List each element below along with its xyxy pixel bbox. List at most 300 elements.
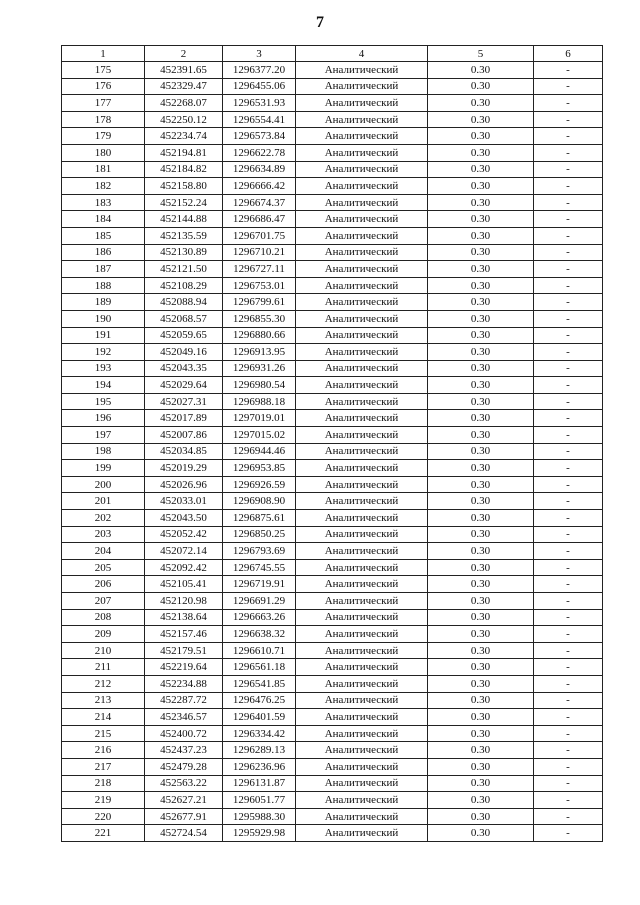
accuracy-cell: 0.30 (428, 344, 534, 361)
x-coordinate-cell: 452049.16 (145, 344, 223, 361)
accuracy-cell: 0.30 (428, 758, 534, 775)
accuracy-cell: 0.30 (428, 178, 534, 195)
table-row (62, 543, 603, 560)
method-cell: Аналитический (296, 808, 428, 825)
note-cell: - (534, 543, 603, 560)
x-coordinate-cell: 452007.86 (145, 427, 223, 444)
note-cell: - (534, 78, 603, 95)
point-number-cell: 204 (62, 543, 145, 560)
point-number-cell: 199 (62, 460, 145, 477)
y-coordinate-cell: 1295929.98 (223, 825, 296, 842)
accuracy-cell: 0.30 (428, 360, 534, 377)
x-coordinate-cell: 452108.29 (145, 277, 223, 294)
x-coordinate-cell: 452234.74 (145, 128, 223, 145)
y-coordinate-cell: 1296289.13 (223, 742, 296, 759)
point-number-cell: 215 (62, 725, 145, 742)
note-cell: - (534, 709, 603, 726)
point-number-cell: 187 (62, 261, 145, 278)
accuracy-cell: 0.30 (428, 427, 534, 444)
table-row (62, 709, 603, 726)
y-coordinate-cell: 1296926.59 (223, 476, 296, 493)
page-number: 7 (316, 14, 324, 31)
method-cell: Аналитический (296, 792, 428, 809)
y-coordinate-cell: 1296554.41 (223, 111, 296, 128)
column-header: 2 (145, 46, 223, 62)
method-cell: Аналитический (296, 95, 428, 112)
method-cell: Аналитический (296, 410, 428, 427)
accuracy-cell: 0.30 (428, 626, 534, 643)
table-row (62, 427, 603, 444)
accuracy-cell: 0.30 (428, 261, 534, 278)
accuracy-cell: 0.30 (428, 144, 534, 161)
point-number-cell: 180 (62, 144, 145, 161)
method-cell: Аналитический (296, 62, 428, 79)
note-cell: - (534, 62, 603, 79)
column-header: 4 (296, 46, 428, 62)
point-number-cell: 198 (62, 443, 145, 460)
accuracy-cell: 0.30 (428, 742, 534, 759)
accuracy-cell: 0.30 (428, 543, 534, 560)
table-row (62, 194, 603, 211)
x-coordinate-cell: 452043.50 (145, 510, 223, 527)
point-number-cell: 197 (62, 427, 145, 444)
accuracy-cell: 0.30 (428, 609, 534, 626)
point-number-cell: 193 (62, 360, 145, 377)
y-coordinate-cell: 1296719.91 (223, 576, 296, 593)
x-coordinate-cell: 452391.65 (145, 62, 223, 79)
x-coordinate-cell: 452059.65 (145, 327, 223, 344)
note-cell: - (534, 95, 603, 112)
table-row (62, 244, 603, 261)
point-number-cell: 183 (62, 194, 145, 211)
y-coordinate-cell: 1296913.95 (223, 344, 296, 361)
accuracy-cell: 0.30 (428, 709, 534, 726)
y-coordinate-cell: 1296561.18 (223, 659, 296, 676)
y-coordinate-cell: 1296455.06 (223, 78, 296, 95)
table-row (62, 144, 603, 161)
method-cell: Аналитический (296, 327, 428, 344)
point-number-cell: 196 (62, 410, 145, 427)
x-coordinate-cell: 452194.81 (145, 144, 223, 161)
point-number-cell: 212 (62, 675, 145, 692)
note-cell: - (534, 576, 603, 593)
point-number-cell: 209 (62, 626, 145, 643)
y-coordinate-cell: 1296476.25 (223, 692, 296, 709)
table-row (62, 642, 603, 659)
accuracy-cell: 0.30 (428, 659, 534, 676)
table-row (62, 227, 603, 244)
note-cell: - (534, 360, 603, 377)
table-row (62, 742, 603, 759)
coordinates-table (61, 45, 603, 842)
method-cell: Аналитический (296, 344, 428, 361)
point-number-cell: 211 (62, 659, 145, 676)
x-coordinate-cell: 452152.24 (145, 194, 223, 211)
accuracy-cell: 0.30 (428, 211, 534, 228)
accuracy-cell: 0.30 (428, 294, 534, 311)
y-coordinate-cell: 1296850.25 (223, 526, 296, 543)
y-coordinate-cell: 1296663.26 (223, 609, 296, 626)
method-cell: Аналитический (296, 144, 428, 161)
method-cell: Аналитический (296, 758, 428, 775)
x-coordinate-cell: 452026.96 (145, 476, 223, 493)
method-cell: Аналитический (296, 692, 428, 709)
point-number-cell: 221 (62, 825, 145, 842)
method-cell: Аналитический (296, 211, 428, 228)
note-cell: - (534, 161, 603, 178)
x-coordinate-cell: 452219.64 (145, 659, 223, 676)
note-cell: - (534, 493, 603, 510)
method-cell: Аналитический (296, 626, 428, 643)
point-number-cell: 195 (62, 393, 145, 410)
accuracy-cell: 0.30 (428, 775, 534, 792)
method-cell: Аналитический (296, 493, 428, 510)
y-coordinate-cell: 1296753.01 (223, 277, 296, 294)
method-cell: Аналитический (296, 393, 428, 410)
note-cell: - (534, 825, 603, 842)
table-row (62, 377, 603, 394)
point-number-cell: 191 (62, 327, 145, 344)
note-cell: - (534, 559, 603, 576)
note-cell: - (534, 659, 603, 676)
table-row (62, 294, 603, 311)
column-header: 3 (223, 46, 296, 62)
table-row (62, 559, 603, 576)
x-coordinate-cell: 452135.59 (145, 227, 223, 244)
note-cell: - (534, 742, 603, 759)
x-coordinate-cell: 452017.89 (145, 410, 223, 427)
x-coordinate-cell: 452120.98 (145, 593, 223, 610)
y-coordinate-cell: 1296610.71 (223, 642, 296, 659)
table-row (62, 609, 603, 626)
table-row (62, 161, 603, 178)
point-number-cell: 213 (62, 692, 145, 709)
accuracy-cell: 0.30 (428, 792, 534, 809)
x-coordinate-cell: 452027.31 (145, 393, 223, 410)
method-cell: Аналитический (296, 128, 428, 145)
accuracy-cell: 0.30 (428, 675, 534, 692)
note-cell: - (534, 443, 603, 460)
x-coordinate-cell: 452034.85 (145, 443, 223, 460)
note-cell: - (534, 526, 603, 543)
note-cell: - (534, 460, 603, 477)
point-number-cell: 186 (62, 244, 145, 261)
accuracy-cell: 0.30 (428, 642, 534, 659)
y-coordinate-cell: 1296944.46 (223, 443, 296, 460)
x-coordinate-cell: 452724.54 (145, 825, 223, 842)
x-coordinate-cell: 452179.51 (145, 642, 223, 659)
note-cell: - (534, 144, 603, 161)
y-coordinate-cell: 1296855.30 (223, 310, 296, 327)
accuracy-cell: 0.30 (428, 161, 534, 178)
y-coordinate-cell: 1296691.29 (223, 593, 296, 610)
table-row (62, 95, 603, 112)
accuracy-cell: 0.30 (428, 227, 534, 244)
y-coordinate-cell: 1297015.02 (223, 427, 296, 444)
y-coordinate-cell: 1296880.66 (223, 327, 296, 344)
y-coordinate-cell: 1296745.55 (223, 559, 296, 576)
point-number-cell: 181 (62, 161, 145, 178)
point-number-cell: 194 (62, 377, 145, 394)
note-cell: - (534, 476, 603, 493)
note-cell: - (534, 692, 603, 709)
x-coordinate-cell: 452138.64 (145, 609, 223, 626)
method-cell: Аналитический (296, 543, 428, 560)
x-coordinate-cell: 452130.89 (145, 244, 223, 261)
y-coordinate-cell: 1296701.75 (223, 227, 296, 244)
method-cell: Аналитический (296, 78, 428, 95)
point-number-cell: 218 (62, 775, 145, 792)
note-cell: - (534, 327, 603, 344)
column-header: 1 (62, 46, 145, 62)
x-coordinate-cell: 452092.42 (145, 559, 223, 576)
point-number-cell: 205 (62, 559, 145, 576)
y-coordinate-cell: 1296980.54 (223, 377, 296, 394)
x-coordinate-cell: 452479.28 (145, 758, 223, 775)
accuracy-cell: 0.30 (428, 460, 534, 477)
table-row (62, 460, 603, 477)
note-cell: - (534, 344, 603, 361)
x-coordinate-cell: 452250.12 (145, 111, 223, 128)
table-row (62, 327, 603, 344)
point-number-cell: 179 (62, 128, 145, 145)
point-number-cell: 201 (62, 493, 145, 510)
point-number-cell: 184 (62, 211, 145, 228)
accuracy-cell: 0.30 (428, 377, 534, 394)
point-number-cell: 203 (62, 526, 145, 543)
note-cell: - (534, 808, 603, 825)
x-coordinate-cell: 452234.88 (145, 675, 223, 692)
x-coordinate-cell: 452268.07 (145, 95, 223, 112)
accuracy-cell: 0.30 (428, 62, 534, 79)
table-row (62, 344, 603, 361)
accuracy-cell: 0.30 (428, 410, 534, 427)
accuracy-cell: 0.30 (428, 393, 534, 410)
y-coordinate-cell: 1296875.61 (223, 510, 296, 527)
method-cell: Аналитический (296, 460, 428, 477)
point-number-cell: 217 (62, 758, 145, 775)
point-number-cell: 185 (62, 227, 145, 244)
y-coordinate-cell: 1296236.96 (223, 758, 296, 775)
note-cell: - (534, 194, 603, 211)
x-coordinate-cell: 452088.94 (145, 294, 223, 311)
method-cell: Аналитический (296, 675, 428, 692)
accuracy-cell: 0.30 (428, 576, 534, 593)
method-cell: Аналитический (296, 659, 428, 676)
x-coordinate-cell: 452029.64 (145, 377, 223, 394)
y-coordinate-cell: 1296622.78 (223, 144, 296, 161)
accuracy-cell: 0.30 (428, 443, 534, 460)
accuracy-cell: 0.30 (428, 277, 534, 294)
x-coordinate-cell: 452105.41 (145, 576, 223, 593)
table-row (62, 825, 603, 842)
note-cell: - (534, 609, 603, 626)
y-coordinate-cell: 1296131.87 (223, 775, 296, 792)
point-number-cell: 178 (62, 111, 145, 128)
column-header: 5 (428, 46, 534, 62)
method-cell: Аналитический (296, 775, 428, 792)
method-cell: Аналитический (296, 725, 428, 742)
point-number-cell: 200 (62, 476, 145, 493)
method-cell: Аналитический (296, 427, 428, 444)
point-number-cell: 210 (62, 642, 145, 659)
table-row (62, 758, 603, 775)
note-cell: - (534, 244, 603, 261)
table-row (62, 593, 603, 610)
x-coordinate-cell: 452043.35 (145, 360, 223, 377)
x-coordinate-cell: 452019.29 (145, 460, 223, 477)
method-cell: Аналитический (296, 559, 428, 576)
table-body (62, 62, 603, 842)
note-cell: - (534, 227, 603, 244)
point-number-cell: 214 (62, 709, 145, 726)
method-cell: Аналитический (296, 161, 428, 178)
method-cell: Аналитический (296, 593, 428, 610)
accuracy-cell: 0.30 (428, 78, 534, 95)
note-cell: - (534, 675, 603, 692)
x-coordinate-cell: 452563.22 (145, 775, 223, 792)
note-cell: - (534, 211, 603, 228)
note-cell: - (534, 626, 603, 643)
y-coordinate-cell: 1296401.59 (223, 709, 296, 726)
x-coordinate-cell: 452437.23 (145, 742, 223, 759)
table-row (62, 128, 603, 145)
point-number-cell: 177 (62, 95, 145, 112)
x-coordinate-cell: 452346.57 (145, 709, 223, 726)
method-cell: Аналитический (296, 476, 428, 493)
table-row (62, 792, 603, 809)
method-cell: Аналитический (296, 609, 428, 626)
x-coordinate-cell: 452184.82 (145, 161, 223, 178)
point-number-cell: 188 (62, 277, 145, 294)
x-coordinate-cell: 452052.42 (145, 526, 223, 543)
point-number-cell: 190 (62, 310, 145, 327)
y-coordinate-cell: 1296953.85 (223, 460, 296, 477)
y-coordinate-cell: 1296573.84 (223, 128, 296, 145)
x-coordinate-cell: 452068.57 (145, 310, 223, 327)
table-row (62, 476, 603, 493)
method-cell: Аналитический (296, 111, 428, 128)
note-cell: - (534, 758, 603, 775)
point-number-cell: 219 (62, 792, 145, 809)
note-cell: - (534, 393, 603, 410)
accuracy-cell: 0.30 (428, 526, 534, 543)
method-cell: Аналитический (296, 709, 428, 726)
note-cell: - (534, 642, 603, 659)
note-cell: - (534, 294, 603, 311)
method-cell: Аналитический (296, 194, 428, 211)
accuracy-cell: 0.30 (428, 310, 534, 327)
note-cell: - (534, 775, 603, 792)
x-coordinate-cell: 452627.21 (145, 792, 223, 809)
y-coordinate-cell: 1296931.26 (223, 360, 296, 377)
method-cell: Аналитический (296, 227, 428, 244)
method-cell: Аналитический (296, 526, 428, 543)
point-number-cell: 192 (62, 344, 145, 361)
column-header: 6 (534, 46, 603, 62)
y-coordinate-cell: 1296334.42 (223, 725, 296, 742)
y-coordinate-cell: 1296051.77 (223, 792, 296, 809)
header-row (62, 46, 603, 62)
accuracy-cell: 0.30 (428, 825, 534, 842)
table-row (62, 111, 603, 128)
y-coordinate-cell: 1296799.61 (223, 294, 296, 311)
note-cell: - (534, 111, 603, 128)
table-row (62, 626, 603, 643)
x-coordinate-cell: 452287.72 (145, 692, 223, 709)
accuracy-cell: 0.30 (428, 808, 534, 825)
y-coordinate-cell: 1295988.30 (223, 808, 296, 825)
y-coordinate-cell: 1296793.69 (223, 543, 296, 560)
x-coordinate-cell: 452072.14 (145, 543, 223, 560)
note-cell: - (534, 377, 603, 394)
accuracy-cell: 0.30 (428, 493, 534, 510)
table-row (62, 211, 603, 228)
method-cell: Аналитический (296, 642, 428, 659)
point-number-cell: 176 (62, 78, 145, 95)
point-number-cell: 182 (62, 178, 145, 195)
y-coordinate-cell: 1297019.01 (223, 410, 296, 427)
point-number-cell: 202 (62, 510, 145, 527)
note-cell: - (534, 427, 603, 444)
accuracy-cell: 0.30 (428, 111, 534, 128)
method-cell: Аналитический (296, 360, 428, 377)
y-coordinate-cell: 1296674.37 (223, 194, 296, 211)
point-number-cell: 207 (62, 593, 145, 610)
x-coordinate-cell: 452144.88 (145, 211, 223, 228)
table-row (62, 659, 603, 676)
y-coordinate-cell: 1296988.18 (223, 393, 296, 410)
y-coordinate-cell: 1296377.20 (223, 62, 296, 79)
table-row (62, 526, 603, 543)
note-cell: - (534, 593, 603, 610)
accuracy-cell: 0.30 (428, 593, 534, 610)
note-cell: - (534, 128, 603, 145)
note-cell: - (534, 725, 603, 742)
x-coordinate-cell: 452157.46 (145, 626, 223, 643)
y-coordinate-cell: 1296541.85 (223, 675, 296, 692)
method-cell: Аналитический (296, 261, 428, 278)
table-row (62, 178, 603, 195)
method-cell: Аналитический (296, 178, 428, 195)
x-coordinate-cell: 452329.47 (145, 78, 223, 95)
table-row (62, 775, 603, 792)
method-cell: Аналитический (296, 576, 428, 593)
x-coordinate-cell: 452121.50 (145, 261, 223, 278)
accuracy-cell: 0.30 (428, 95, 534, 112)
point-number-cell: 175 (62, 62, 145, 79)
table-row (62, 443, 603, 460)
table-row (62, 310, 603, 327)
accuracy-cell: 0.30 (428, 244, 534, 261)
table-row (62, 576, 603, 593)
table-row (62, 78, 603, 95)
method-cell: Аналитический (296, 510, 428, 527)
table-row (62, 725, 603, 742)
table-row (62, 808, 603, 825)
table-row (62, 675, 603, 692)
x-coordinate-cell: 452158.80 (145, 178, 223, 195)
method-cell: Аналитический (296, 277, 428, 294)
point-number-cell: 216 (62, 742, 145, 759)
y-coordinate-cell: 1296727.11 (223, 261, 296, 278)
point-number-cell: 220 (62, 808, 145, 825)
table-row (62, 277, 603, 294)
point-number-cell: 189 (62, 294, 145, 311)
method-cell: Аналитический (296, 825, 428, 842)
note-cell: - (534, 410, 603, 427)
y-coordinate-cell: 1296710.21 (223, 244, 296, 261)
